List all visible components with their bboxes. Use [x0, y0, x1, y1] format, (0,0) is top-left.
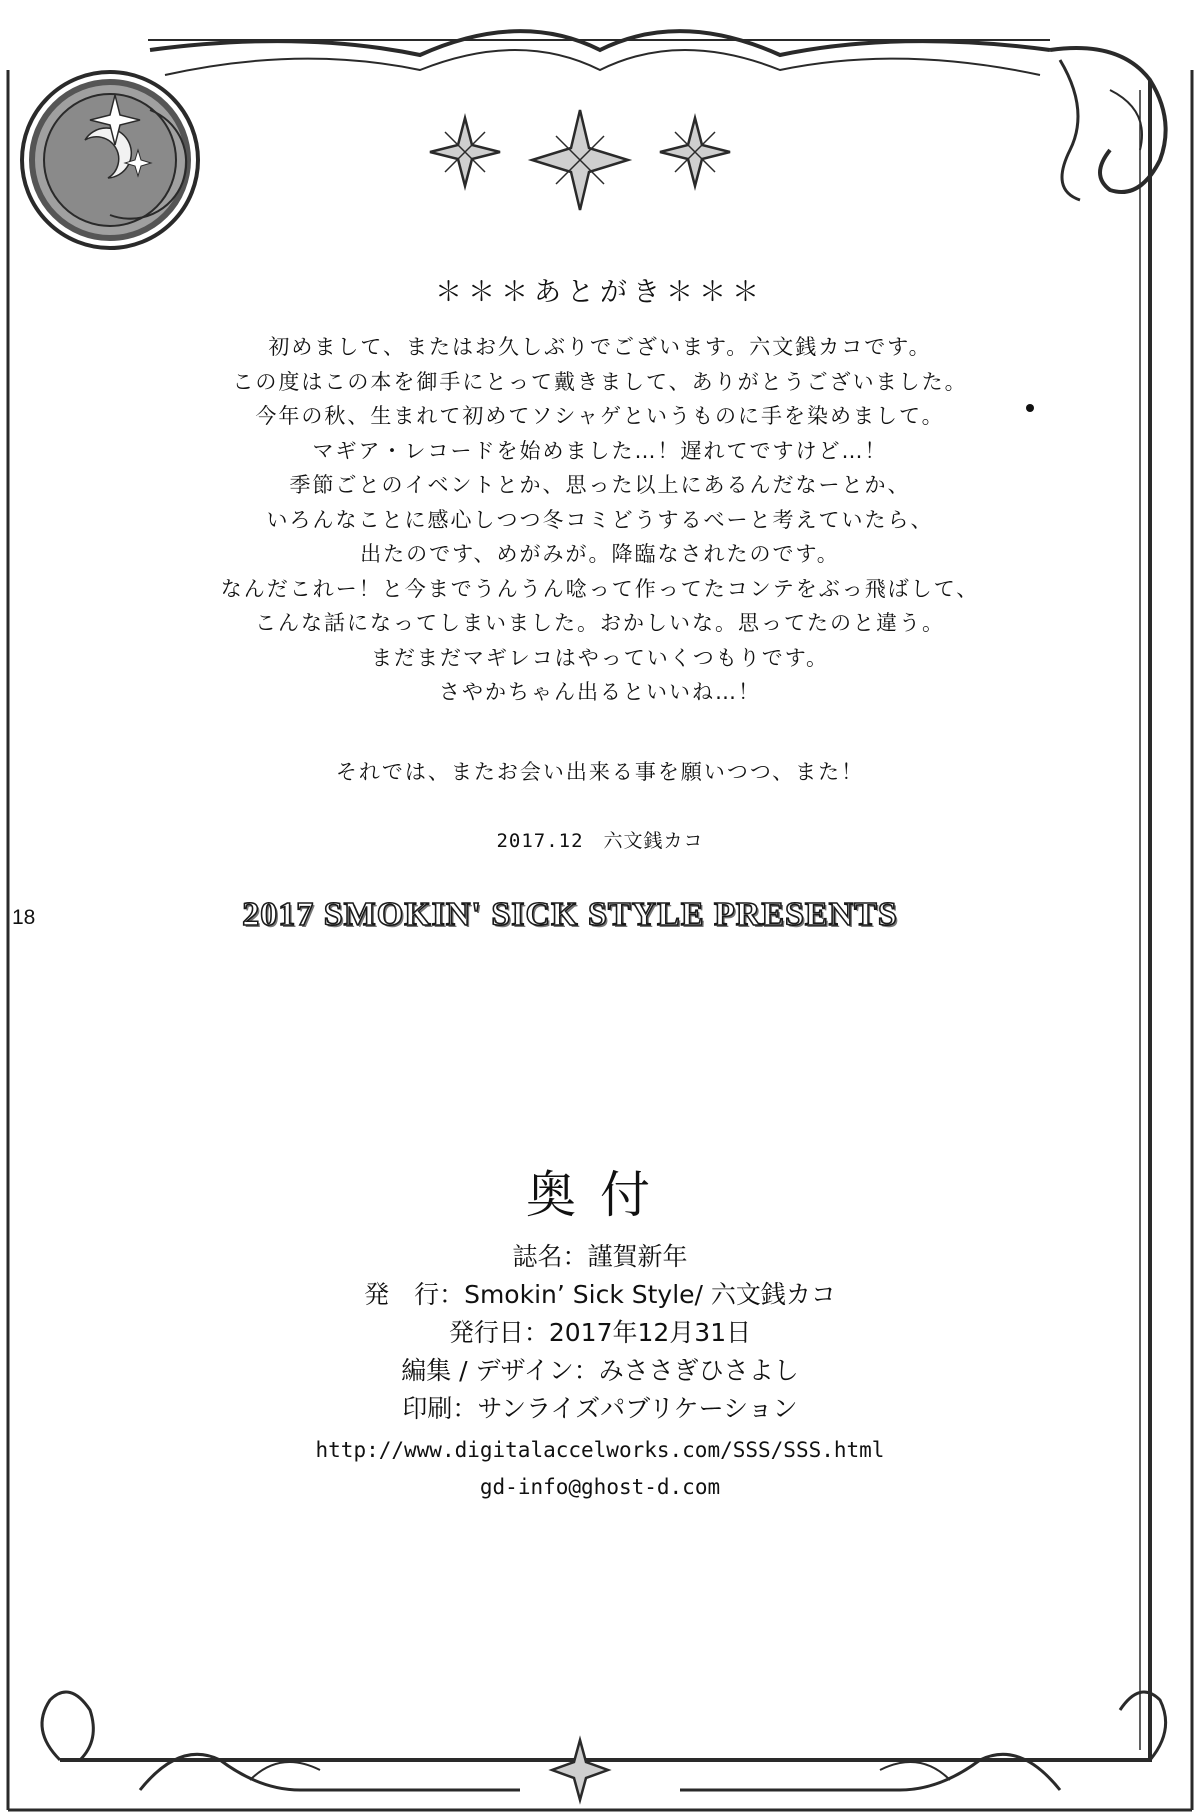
- afterword-line: この度はこの本を御手にとって戴きまして、ありがとうございました。: [232, 369, 968, 394]
- website-url: http://www.digitalaccelworks.com/SSS/SSS.html: [315, 1438, 885, 1462]
- afterword-line: さやかちゃん出るといいね…！: [439, 680, 761, 704]
- afterword-body: [160, 330, 1040, 710]
- moon-and-stars-emblem-icon: [22, 72, 198, 248]
- contact-email: gd-info@ghost-d.com: [479, 1475, 721, 1499]
- afterword-signature: 2017.12 六文銭カコ: [496, 830, 704, 852]
- afterword-line: いろんなことに感心しつつ冬コミどうするべーと考えていたら、: [266, 507, 934, 532]
- afterword-line: なんだこれー！と今までうんうん唸って作ってたコンテをぶっ飛ばして、: [220, 576, 980, 601]
- afterword-title: ＊＊＊あとがき＊＊＊: [435, 277, 765, 308]
- afterword-line: 季節ごとのイベントとか、思った以上にあるんだなーとか、: [289, 473, 911, 497]
- colophon-publisher-line: 発 行：Smokin’ Sick Style/ 六文銭カコ: [364, 1280, 836, 1309]
- colophon-date-line: 発行日：2017年12月31日: [448, 1318, 752, 1347]
- afterword-line: 出たのです、めがみが。降臨なされたのです。: [360, 542, 840, 566]
- afterword-line: 初めまして、またはお久しぶりでございます。六文銭カコです。: [268, 335, 932, 359]
- afterword-line: こんな話になってしまいました。おかしいな。思ってたのと違う。: [255, 611, 945, 635]
- contact-info: [200, 1432, 1000, 1506]
- colophon-details: [250, 1238, 950, 1428]
- colophon-title-line: 誌名：謹賀新年: [512, 1242, 688, 1271]
- star-icon: [552, 1740, 608, 1800]
- afterword-line: まだまだマギレコはやっていくつもりです。: [370, 645, 830, 670]
- presents-banner: 2017 SMOKIN' SICK STYLE PRESENTS: [242, 896, 898, 933]
- afterword-line: 今年の秋、生まれて初めてソシャゲというものに手を染めまして。: [255, 404, 945, 428]
- page-number: 18: [12, 906, 36, 929]
- afterword-line: マギア・レコードを始めました…！遅れてですけど…！: [312, 438, 888, 463]
- afterword-closing: それでは、またお会い出来る事を願いつつ、また！: [335, 760, 865, 784]
- colophon-printer-line: 印刷：サンライズパブリケーション: [402, 1394, 798, 1423]
- colophon-editor-line: 編集 / デザイン：みささぎひさよし: [401, 1356, 799, 1385]
- colophon-heading: 奥付: [526, 1166, 674, 1224]
